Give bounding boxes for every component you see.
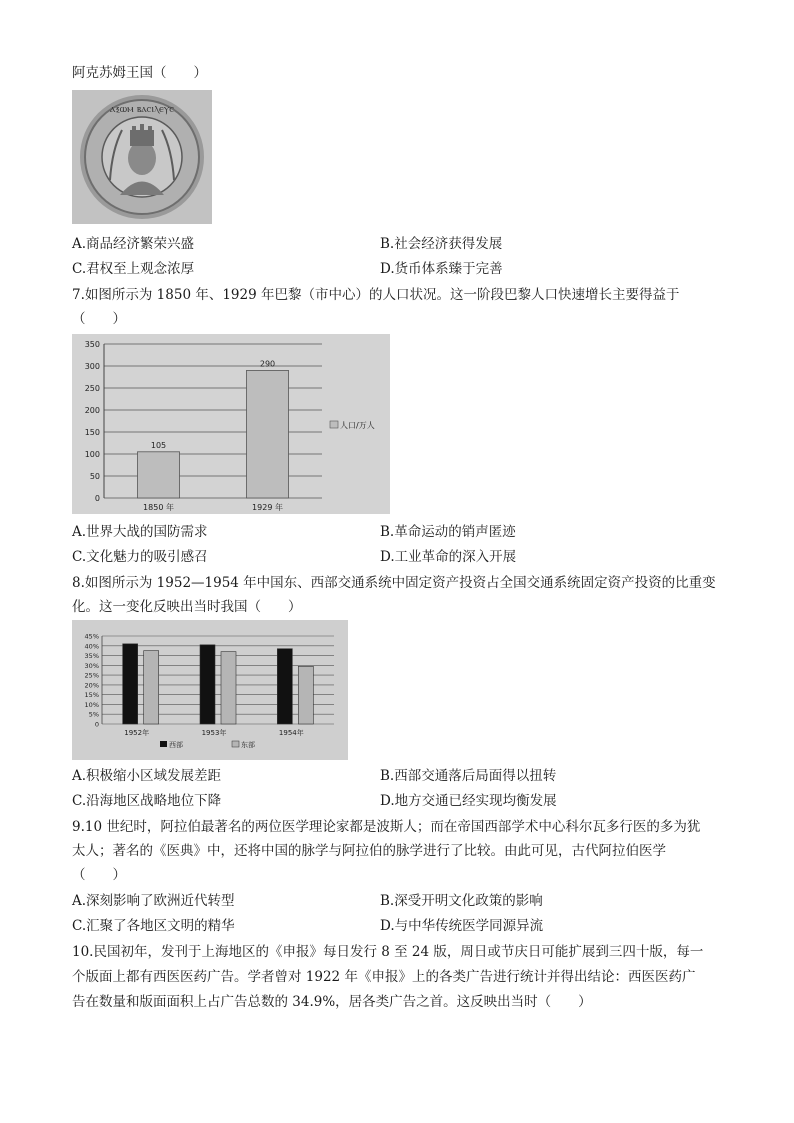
bar-east (298, 666, 313, 724)
bar (138, 452, 180, 498)
transport-investment-chart (72, 620, 348, 760)
q9-option-d[interactable]: D.与中华传统医学同源异流 (380, 918, 544, 934)
q8-stem-line2: 化。这一变化反映出当时我国（ ） (72, 599, 302, 615)
y-tick-label: 25% (84, 671, 99, 680)
x-tick-label: 1953年 (201, 729, 227, 737)
bar-east (144, 651, 159, 724)
q7-option-b[interactable]: B.革命运动的销声匿迹 (380, 524, 516, 540)
y-tick-label: 10% (84, 700, 99, 709)
q9-option-b[interactable]: B.深受开明文化政策的影响 (380, 893, 543, 909)
q6-option-b[interactable]: B.社会经济获得发展 (380, 236, 503, 252)
legend-label-west: 西部 (169, 741, 183, 749)
legend-swatch (330, 421, 338, 428)
q8-option-a[interactable]: A.积极缩小区域发展差距 (72, 768, 222, 784)
q6-option-a[interactable]: A.商品经济繁荣兴盛 (72, 236, 195, 252)
y-tick-label: 0 (94, 494, 100, 503)
y-tick-label: 250 (84, 384, 100, 393)
y-tick-label: 300 (84, 362, 100, 371)
q6-option-c[interactable]: C.君权至上观念浓厚 (72, 261, 195, 277)
q9-stem-line1: 9.10 世纪时，阿拉伯最著名的两位医学理论家都是波斯人；而在帝国西部学术中心科尔瓦多行医的多为犹 (72, 819, 701, 835)
x-tick-label: 1850 年 (143, 503, 174, 512)
y-tick-label: 150 (84, 428, 100, 437)
x-tick-label: 1952年 (124, 729, 150, 737)
legend-label: 人口/万人 (340, 421, 375, 430)
x-tick-label: 1954年 (278, 729, 304, 737)
q9-stem-line2: 太人；著名的《医典》中，还将中国的脉学与阿拉伯的脉学进行了比较。由此可见，古代阿拉伯医学 (72, 843, 666, 859)
bar-west (123, 644, 138, 724)
q7-stem-line2: （ ） (72, 311, 126, 327)
data-label: 290 (259, 359, 276, 369)
paris-population-chart (72, 334, 390, 514)
q8-stem-line1: 8.如图所示为 1952—1954 年中国东、西部交通系统中固定资产投资占全国交通系统固定资产投资的比重变 (72, 575, 716, 591)
coin-figure (72, 90, 212, 224)
y-tick-label: 20% (84, 681, 99, 690)
y-tick-label: 100 (84, 450, 100, 459)
legend-swatch-east (232, 741, 239, 747)
q6-option-d[interactable]: D.货币体系臻于完善 (380, 261, 503, 277)
chart2-svg (72, 620, 348, 760)
y-tick-label: 50 (89, 472, 100, 481)
q8-option-b[interactable]: B.西部交通落后局面得以扭转 (380, 768, 557, 784)
legend-label-east: 东部 (241, 741, 255, 749)
bar-east (221, 652, 236, 724)
q7-option-a[interactable]: A.世界大战的国防需求 (72, 524, 208, 540)
bar-west (277, 649, 292, 724)
bar-west (200, 645, 215, 724)
q7-stem-line1: 7.如图所示为 1850 年、1929 年巴黎（市中心）的人口状况。这一阶段巴黎人口快速增长主要得益于 (72, 287, 680, 303)
y-tick-label: 45% (84, 632, 99, 641)
y-tick-label: 5% (88, 710, 99, 719)
data-label: 105 (150, 440, 167, 450)
q7-option-c[interactable]: C.文化魅力的吸引感召 (72, 549, 208, 565)
y-tick-label: 30% (84, 661, 99, 670)
legend-swatch-west (160, 741, 167, 747)
y-tick-label: 200 (84, 406, 100, 415)
q9-option-a[interactable]: A.深刻影响了欧洲近代转型 (72, 893, 235, 909)
coin-inscription: ⲁⲝⲱⲙ ⲃⲁⲥⲓⲗⲉⲩⲥ (109, 102, 175, 115)
y-tick-label: 35% (84, 652, 99, 661)
y-tick-label: 40% (84, 642, 99, 651)
x-tick-label: 1929 年 (252, 503, 283, 512)
y-tick-label: 350 (84, 340, 100, 349)
y-tick-label: 15% (84, 691, 99, 700)
q6-stem: 阿克苏姆王国（ ） (72, 65, 207, 81)
q10-stem-line3: 告在数量和版面面积上占广告总数的 34.9%，居各类广告之首。这反映出当时（ ） (72, 994, 592, 1010)
q10-stem-line2: 个版面上都有西医医药广告。学者曾对 1922 年《申报》上的各类广告进行统计并得出结论：西医医药广 (72, 969, 696, 985)
y-tick-label: 0 (94, 720, 99, 729)
q7-option-d[interactable]: D.工业革命的深入开展 (380, 549, 517, 565)
bar (247, 370, 289, 498)
q9-option-c[interactable]: C.汇聚了各地区文明的精华 (72, 918, 235, 934)
q8-option-c[interactable]: C.沿海地区战略地位下降 (72, 793, 222, 809)
q8-option-d[interactable]: D.地方交通已经实现均衡发展 (380, 793, 557, 809)
q10-stem-line1: 10.民国初年，发刊于上海地区的《申报》每日发行 8 至 24 版，周日或节庆日可能扩展到三四十版，每一 (72, 944, 704, 960)
q9-stem-line3: （ ） (72, 867, 126, 883)
chart1-svg (72, 334, 390, 514)
